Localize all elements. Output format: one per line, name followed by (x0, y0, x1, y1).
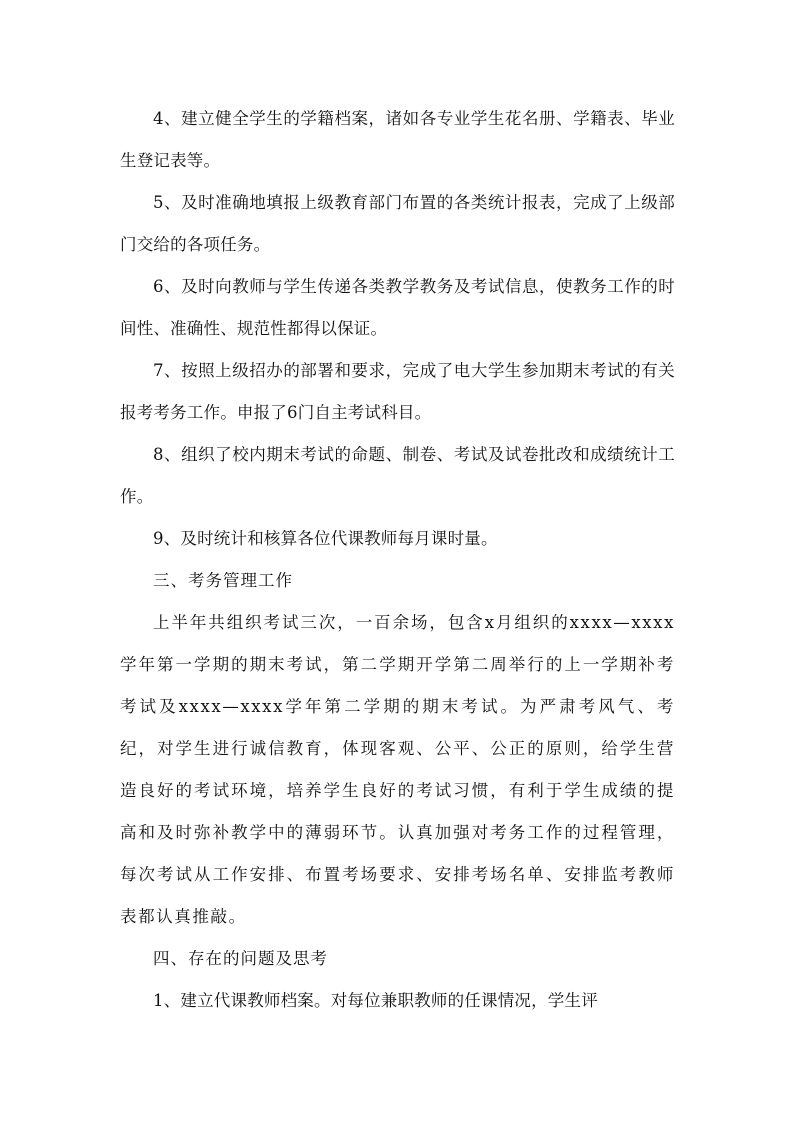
paragraph-item-7: 7、按照上级招办的部署和要求，完成了电大学生参加期末考试的有关报考考务工作。申报了6门自主考试科目。 (120, 361, 675, 422)
paragraph-item-9: 9、及时统计和核算各位代课教师每月课时量。 (153, 529, 498, 548)
paragraph-problem-1: 1、建立代课教师档案。对每位兼职教师的任课情况，学生评 (153, 991, 598, 1010)
document-body (120, 98, 675, 1022)
paragraph-exam-summary: 上半年共组织考试三次，一百余场，包含x月组织的xxxx—xxxx学年第一学期的期末考试，第二学期开学第二周举行的上一学期补考考试及xxxx—xxxx学年第二学期的期末考试。为严肃考风气、考纪，对学生进行诚信教育，体现客观、公平、公正的原则，给学生营造良好的考试环境，培养学生良好的考试习惯，有利于学生成绩的提高和及时弥补教学中的薄弱环节。认真加强对考务工作的过程管理，每次考试从工作安排、布置考场要求、安排考场名单、安排监考教师表都认真推敲。 (120, 613, 675, 926)
section-heading-exam-management: 三、考务管理工作 (153, 571, 293, 590)
paragraph-item-6: 6、及时向教师与学生传递各类教学教务及考试信息，使教务工作的时间性、准确性、规范性都得以保证。 (120, 277, 675, 338)
section-heading-problems: 四、存在的问题及思考 (153, 949, 328, 968)
paragraph-item-4: 4、建立健全学生的学籍档案，诸如各专业学生花名册、学籍表、毕业生登记表等。 (120, 109, 675, 170)
paragraph-item-5: 5、及时准确地填报上级教育部门布置的各类统计报表，完成了上级部门交给的各项任务。 (120, 193, 675, 254)
paragraph-item-8: 8、组织了校内期末考试的命题、制卷、考试及试卷批改和成绩统计工作。 (120, 445, 675, 506)
